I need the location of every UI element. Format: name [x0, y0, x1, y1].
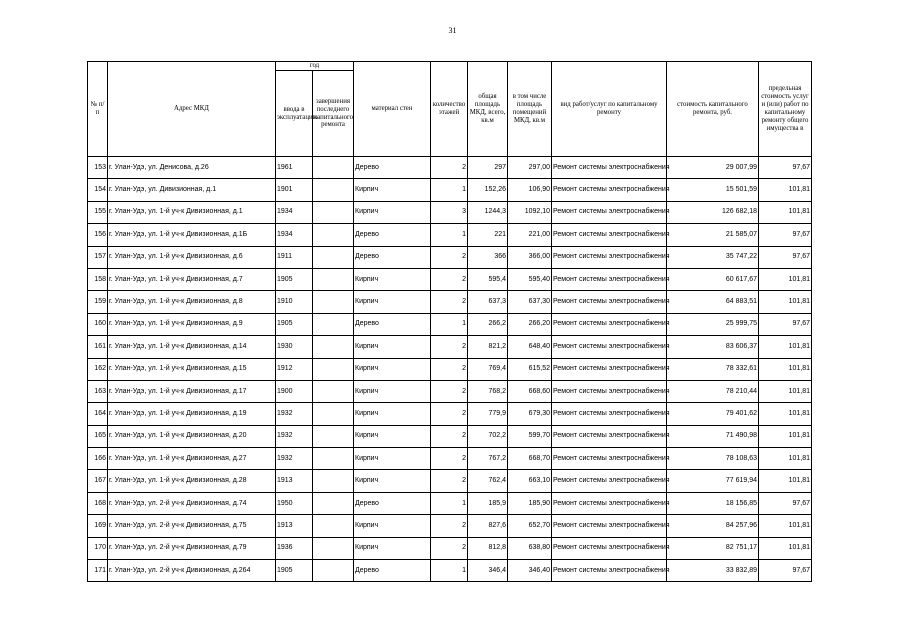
cell-num: 170: [88, 537, 108, 559]
cell-year-last-repair: [313, 246, 354, 268]
cell-premises-area: 266,20: [508, 313, 552, 335]
cell-cost: 82 751,17: [667, 537, 759, 559]
cell-year-last-repair: [313, 380, 354, 402]
cell-work-type: Ремонт системы электроснабжения: [552, 470, 667, 492]
cell-year-last-repair: [313, 448, 354, 470]
cell-year-last-repair: [313, 470, 354, 492]
cell-work-type: Ремонт системы электроснабжения: [552, 425, 667, 447]
cell-wall-material: Кирпич: [354, 380, 431, 402]
cell-total-area: 1244,3: [468, 201, 508, 223]
cell-cost: 71 490,98: [667, 425, 759, 447]
cell-year-commission: 1950: [276, 492, 313, 514]
cell-address: г. Улан-Удэ, ул. 1-й уч-к Дивизионная, д.20: [108, 425, 276, 447]
cell-premises-area: 663,10: [508, 470, 552, 492]
cell-wall-material: Дерево: [354, 224, 431, 246]
cell-wall-material: Кирпич: [354, 470, 431, 492]
cell-work-type: Ремонт системы электроснабжения: [552, 358, 667, 380]
table-row: [88, 425, 812, 447]
cell-max-cost: 101,81: [759, 291, 812, 313]
cell-num: 169: [88, 515, 108, 537]
cell-wall-material: Кирпич: [354, 201, 431, 223]
cell-wall-material: Дерево: [354, 313, 431, 335]
cell-premises-area: 679,30: [508, 403, 552, 425]
cell-total-area: 769,4: [468, 358, 508, 380]
cell-premises-area: 1092,10: [508, 201, 552, 223]
cell-year-last-repair: [313, 358, 354, 380]
cell-address: г. Улан-Удэ, ул. Дивизионная, д.1: [108, 179, 276, 201]
cell-year-commission: 1930: [276, 336, 313, 358]
cell-max-cost: 97,67: [759, 157, 812, 179]
page-number: 31: [448, 26, 457, 35]
cell-cost: 126 682,18: [667, 201, 759, 223]
cell-premises-area: 652,70: [508, 515, 552, 537]
table-row: [88, 179, 812, 201]
cell-year-commission: 1901: [276, 179, 313, 201]
cell-total-area: 779,9: [468, 403, 508, 425]
cell-address: г. Улан-Удэ, ул. 1-й уч-к Дивизионная, д.6: [108, 246, 276, 268]
table-row: [88, 201, 812, 223]
cell-cost: 83 606,37: [667, 336, 759, 358]
cell-floors: 1: [431, 492, 468, 514]
table-body: [88, 157, 812, 582]
cell-num: 159: [88, 291, 108, 313]
cell-year-commission: 1936: [276, 537, 313, 559]
cell-work-type: Ремонт системы электроснабжения: [552, 560, 667, 582]
cell-wall-material: Кирпич: [354, 336, 431, 358]
cell-max-cost: 97,67: [759, 246, 812, 268]
cell-year-last-repair: [313, 224, 354, 246]
cell-wall-material: Кирпич: [354, 425, 431, 447]
table-row: [88, 560, 812, 582]
cell-address: г. Улан-Удэ, ул. 2-й уч-к Дивизионная, д.74: [108, 492, 276, 514]
cell-max-cost: 97,67: [759, 313, 812, 335]
cell-year-commission: 1911: [276, 246, 313, 268]
cell-cost: 64 883,51: [667, 291, 759, 313]
cell-floors: 1: [431, 179, 468, 201]
cell-address: г. Улан-Удэ, ул. 2-й уч-к Дивизионная, д.79: [108, 537, 276, 559]
cell-max-cost: 101,81: [759, 358, 812, 380]
cell-year-last-repair: [313, 268, 354, 290]
cell-cost: 21 585,07: [667, 224, 759, 246]
table-row: [88, 336, 812, 358]
cell-floors: 2: [431, 157, 468, 179]
cell-premises-area: 185,90: [508, 492, 552, 514]
header-floors: количество этажей: [431, 62, 468, 157]
cell-total-area: 595,4: [468, 268, 508, 290]
cell-work-type: Ремонт системы электроснабжения: [552, 291, 667, 313]
table-row: [88, 403, 812, 425]
cell-max-cost: 101,81: [759, 515, 812, 537]
cell-wall-material: Кирпич: [354, 179, 431, 201]
cell-premises-area: 297,00: [508, 157, 552, 179]
cell-year-commission: 1905: [276, 313, 313, 335]
cell-address: г. Улан-Удэ, ул. 1-й уч-к Дивизионная, д.1Б: [108, 224, 276, 246]
cell-wall-material: Дерево: [354, 492, 431, 514]
cell-year-last-repair: [313, 403, 354, 425]
cell-floors: 2: [431, 268, 468, 290]
cell-wall-material: Дерево: [354, 157, 431, 179]
cell-num: 161: [88, 336, 108, 358]
cell-max-cost: 101,81: [759, 336, 812, 358]
cell-num: 162: [88, 358, 108, 380]
header-wall-material: материал стен: [354, 62, 431, 157]
cell-num: 166: [88, 448, 108, 470]
cell-wall-material: Кирпич: [354, 515, 431, 537]
cell-premises-area: 638,80: [508, 537, 552, 559]
cell-num: 158: [88, 268, 108, 290]
cell-max-cost: 101,81: [759, 448, 812, 470]
cell-address: г. Улан-Удэ, ул. 1-й уч-к Дивизионная, д.27: [108, 448, 276, 470]
cell-num: 171: [88, 560, 108, 582]
cell-year-last-repair: [313, 313, 354, 335]
table-row: [88, 537, 812, 559]
cell-cost: 84 257,96: [667, 515, 759, 537]
cell-address: г. Улан-Удэ, ул. 2-й уч-к Дивизионная, д.264: [108, 560, 276, 582]
cell-num: 165: [88, 425, 108, 447]
cell-max-cost: 101,81: [759, 380, 812, 402]
cell-max-cost: 97,67: [759, 492, 812, 514]
table-row: [88, 246, 812, 268]
cell-address: г. Улан-Удэ, ул. 1-й уч-к Дивизионная, д.8: [108, 291, 276, 313]
cell-wall-material: Кирпич: [354, 291, 431, 313]
cell-cost: 15 501,59: [667, 179, 759, 201]
cell-cost: 60 617,67: [667, 268, 759, 290]
cell-wall-material: Дерево: [354, 560, 431, 582]
cell-work-type: Ремонт системы электроснабжения: [552, 537, 667, 559]
housing-repair-table: [87, 61, 812, 582]
cell-max-cost: 101,81: [759, 403, 812, 425]
cell-wall-material: Кирпич: [354, 268, 431, 290]
cell-year-commission: 1934: [276, 201, 313, 223]
cell-floors: 1: [431, 313, 468, 335]
cell-year-last-repair: [313, 560, 354, 582]
cell-wall-material: Кирпич: [354, 537, 431, 559]
cell-cost: 25 999,75: [667, 313, 759, 335]
cell-year-commission: 1900: [276, 380, 313, 402]
cell-work-type: Ремонт системы электроснабжения: [552, 403, 667, 425]
cell-year-commission: 1912: [276, 358, 313, 380]
header-year-last-repair: завершения последнего капитального ремонта: [313, 71, 354, 157]
cell-floors: 2: [431, 246, 468, 268]
cell-wall-material: Кирпич: [354, 448, 431, 470]
table-row: [88, 358, 812, 380]
cell-num: 164: [88, 403, 108, 425]
cell-num: 157: [88, 246, 108, 268]
table-row: [88, 492, 812, 514]
cell-total-area: 266,2: [468, 313, 508, 335]
cell-year-last-repair: [313, 537, 354, 559]
cell-address: г. Улан-Удэ, ул. 1-й уч-к Дивизионная, д.7: [108, 268, 276, 290]
cell-max-cost: 101,81: [759, 268, 812, 290]
table-row: [88, 515, 812, 537]
cell-floors: 2: [431, 358, 468, 380]
cell-total-area: 767,2: [468, 448, 508, 470]
cell-premises-area: 637,30: [508, 291, 552, 313]
cell-address: г. Улан-Удэ, ул. 2-й уч-к Дивизионная, д.75: [108, 515, 276, 537]
cell-cost: 78 108,63: [667, 448, 759, 470]
cell-num: 155: [88, 201, 108, 223]
header-max-cost: предельная стоимость услуг и (или) работ по капитальному ремонту общего имущества в: [759, 62, 812, 157]
cell-max-cost: 101,81: [759, 537, 812, 559]
cell-year-last-repair: [313, 201, 354, 223]
cell-total-area: 827,6: [468, 515, 508, 537]
cell-premises-area: 106,90: [508, 179, 552, 201]
cell-floors: 2: [431, 537, 468, 559]
cell-year-commission: 1913: [276, 470, 313, 492]
cell-work-type: Ремонт системы электроснабжения: [552, 268, 667, 290]
cell-premises-area: 615,52: [508, 358, 552, 380]
cell-address: г. Улан-Удэ, ул. 1-й уч-к Дивизионная, д.14: [108, 336, 276, 358]
cell-year-commission: 1932: [276, 448, 313, 470]
cell-address: г. Улан-Удэ, ул. Денисова, д.26: [108, 157, 276, 179]
cell-cost: 33 832,89: [667, 560, 759, 582]
cell-floors: 2: [431, 425, 468, 447]
cell-premises-area: 366,00: [508, 246, 552, 268]
cell-wall-material: Кирпич: [354, 403, 431, 425]
cell-max-cost: 101,81: [759, 470, 812, 492]
cell-cost: 29 007,99: [667, 157, 759, 179]
header-work-type: вид работ/услуг по капитальному ремонту: [552, 62, 667, 157]
cell-year-last-repair: [313, 157, 354, 179]
cell-floors: 2: [431, 380, 468, 402]
cell-floors: 1: [431, 560, 468, 582]
cell-year-commission: 1961: [276, 157, 313, 179]
cell-address: г. Улан-Удэ, ул. 1-й уч-к Дивизионная, д.17: [108, 380, 276, 402]
header-premises-area: в том числе площадь помещений МКД, кв.м: [508, 62, 552, 157]
cell-premises-area: 595,40: [508, 268, 552, 290]
cell-year-commission: 1932: [276, 425, 313, 447]
cell-num: 154: [88, 179, 108, 201]
cell-num: 153: [88, 157, 108, 179]
cell-total-area: 702,2: [468, 425, 508, 447]
table-row: [88, 268, 812, 290]
table-row: [88, 291, 812, 313]
cell-work-type: Ремонт системы электроснабжения: [552, 157, 667, 179]
cell-max-cost: 97,67: [759, 224, 812, 246]
header-cost: стоимость капитального ремонта, руб.: [667, 62, 759, 157]
cell-year-last-repair: [313, 336, 354, 358]
cell-floors: 2: [431, 470, 468, 492]
cell-work-type: Ремонт системы электроснабжения: [552, 448, 667, 470]
cell-floors: 2: [431, 291, 468, 313]
cell-address: г. Улан-Удэ, ул. 1-й уч-к Дивизионная, д.1: [108, 201, 276, 223]
table-row: [88, 313, 812, 335]
cell-cost: 79 401,62: [667, 403, 759, 425]
cell-work-type: Ремонт системы электроснабжения: [552, 179, 667, 201]
cell-wall-material: Дерево: [354, 246, 431, 268]
cell-cost: 18 156,85: [667, 492, 759, 514]
cell-address: г. Улан-Удэ, ул. 1-й уч-к Дивизионная, д.19: [108, 403, 276, 425]
cell-year-last-repair: [313, 291, 354, 313]
cell-num: 163: [88, 380, 108, 402]
cell-year-commission: 1932: [276, 403, 313, 425]
cell-total-area: 762,4: [468, 470, 508, 492]
cell-total-area: 821,2: [468, 336, 508, 358]
cell-work-type: Ремонт системы электроснабжения: [552, 313, 667, 335]
cell-total-area: 366: [468, 246, 508, 268]
cell-total-area: 152,26: [468, 179, 508, 201]
header-address: Адрес МКД: [108, 62, 276, 157]
cell-work-type: Ремонт системы электроснабжения: [552, 246, 667, 268]
cell-num: 167: [88, 470, 108, 492]
cell-premises-area: 668,60: [508, 380, 552, 402]
cell-year-last-repair: [313, 179, 354, 201]
cell-premises-area: 648,40: [508, 336, 552, 358]
cell-cost: 77 619,94: [667, 470, 759, 492]
cell-max-cost: 101,81: [759, 425, 812, 447]
cell-work-type: Ремонт системы электроснабжения: [552, 201, 667, 223]
cell-total-area: 185,9: [468, 492, 508, 514]
cell-premises-area: 346,40: [508, 560, 552, 582]
cell-cost: 78 210,44: [667, 380, 759, 402]
table-header: [88, 62, 812, 157]
cell-year-commission: 1905: [276, 268, 313, 290]
cell-address: г. Улан-Удэ, ул. 1-й уч-к Дивизионная, д.15: [108, 358, 276, 380]
cell-premises-area: 599,70: [508, 425, 552, 447]
cell-total-area: 768,2: [468, 380, 508, 402]
cell-floors: 1: [431, 224, 468, 246]
cell-num: 168: [88, 492, 108, 514]
cell-premises-area: 221,00: [508, 224, 552, 246]
cell-num: 160: [88, 313, 108, 335]
cell-year-commission: 1905: [276, 560, 313, 582]
table-row: [88, 448, 812, 470]
cell-year-commission: 1913: [276, 515, 313, 537]
cell-floors: 3: [431, 201, 468, 223]
header-total-area: общая площадь МКД, всего, кв.м: [468, 62, 508, 157]
cell-work-type: Ремонт системы электроснабжения: [552, 380, 667, 402]
cell-year-last-repair: [313, 515, 354, 537]
cell-year-last-repair: [313, 425, 354, 447]
header-year-commission: ввода в эксплуатацию: [276, 71, 313, 157]
cell-floors: 2: [431, 336, 468, 358]
table-row: [88, 157, 812, 179]
cell-year-commission: 1910: [276, 291, 313, 313]
cell-floors: 2: [431, 403, 468, 425]
cell-total-area: 221: [468, 224, 508, 246]
cell-floors: 2: [431, 448, 468, 470]
cell-num: 156: [88, 224, 108, 246]
cell-total-area: 346,4: [468, 560, 508, 582]
table-row: [88, 380, 812, 402]
cell-year-commission: 1934: [276, 224, 313, 246]
cell-cost: 35 747,22: [667, 246, 759, 268]
cell-total-area: 812,8: [468, 537, 508, 559]
cell-wall-material: Кирпич: [354, 358, 431, 380]
cell-year-last-repair: [313, 492, 354, 514]
cell-cost: 78 332,61: [667, 358, 759, 380]
cell-work-type: Ремонт системы электроснабжения: [552, 515, 667, 537]
cell-work-type: Ремонт системы электроснабжения: [552, 336, 667, 358]
cell-work-type: Ремонт системы электроснабжения: [552, 224, 667, 246]
cell-address: г. Улан-Удэ, ул. 1-й уч-к Дивизионная, д.28: [108, 470, 276, 492]
cell-max-cost: 101,81: [759, 179, 812, 201]
cell-premises-area: 668,70: [508, 448, 552, 470]
cell-total-area: 637,3: [468, 291, 508, 313]
table-row: [88, 470, 812, 492]
cell-address: г. Улан-Удэ, ул. 1-й уч-к Дивизионная, д.9: [108, 313, 276, 335]
header-year-group: год: [276, 62, 354, 71]
cell-max-cost: 101,81: [759, 201, 812, 223]
table-row: [88, 224, 812, 246]
header-num: № п/п: [88, 62, 108, 157]
cell-work-type: Ремонт системы электроснабжения: [552, 492, 667, 514]
cell-max-cost: 97,67: [759, 560, 812, 582]
cell-floors: 2: [431, 515, 468, 537]
cell-total-area: 297: [468, 157, 508, 179]
